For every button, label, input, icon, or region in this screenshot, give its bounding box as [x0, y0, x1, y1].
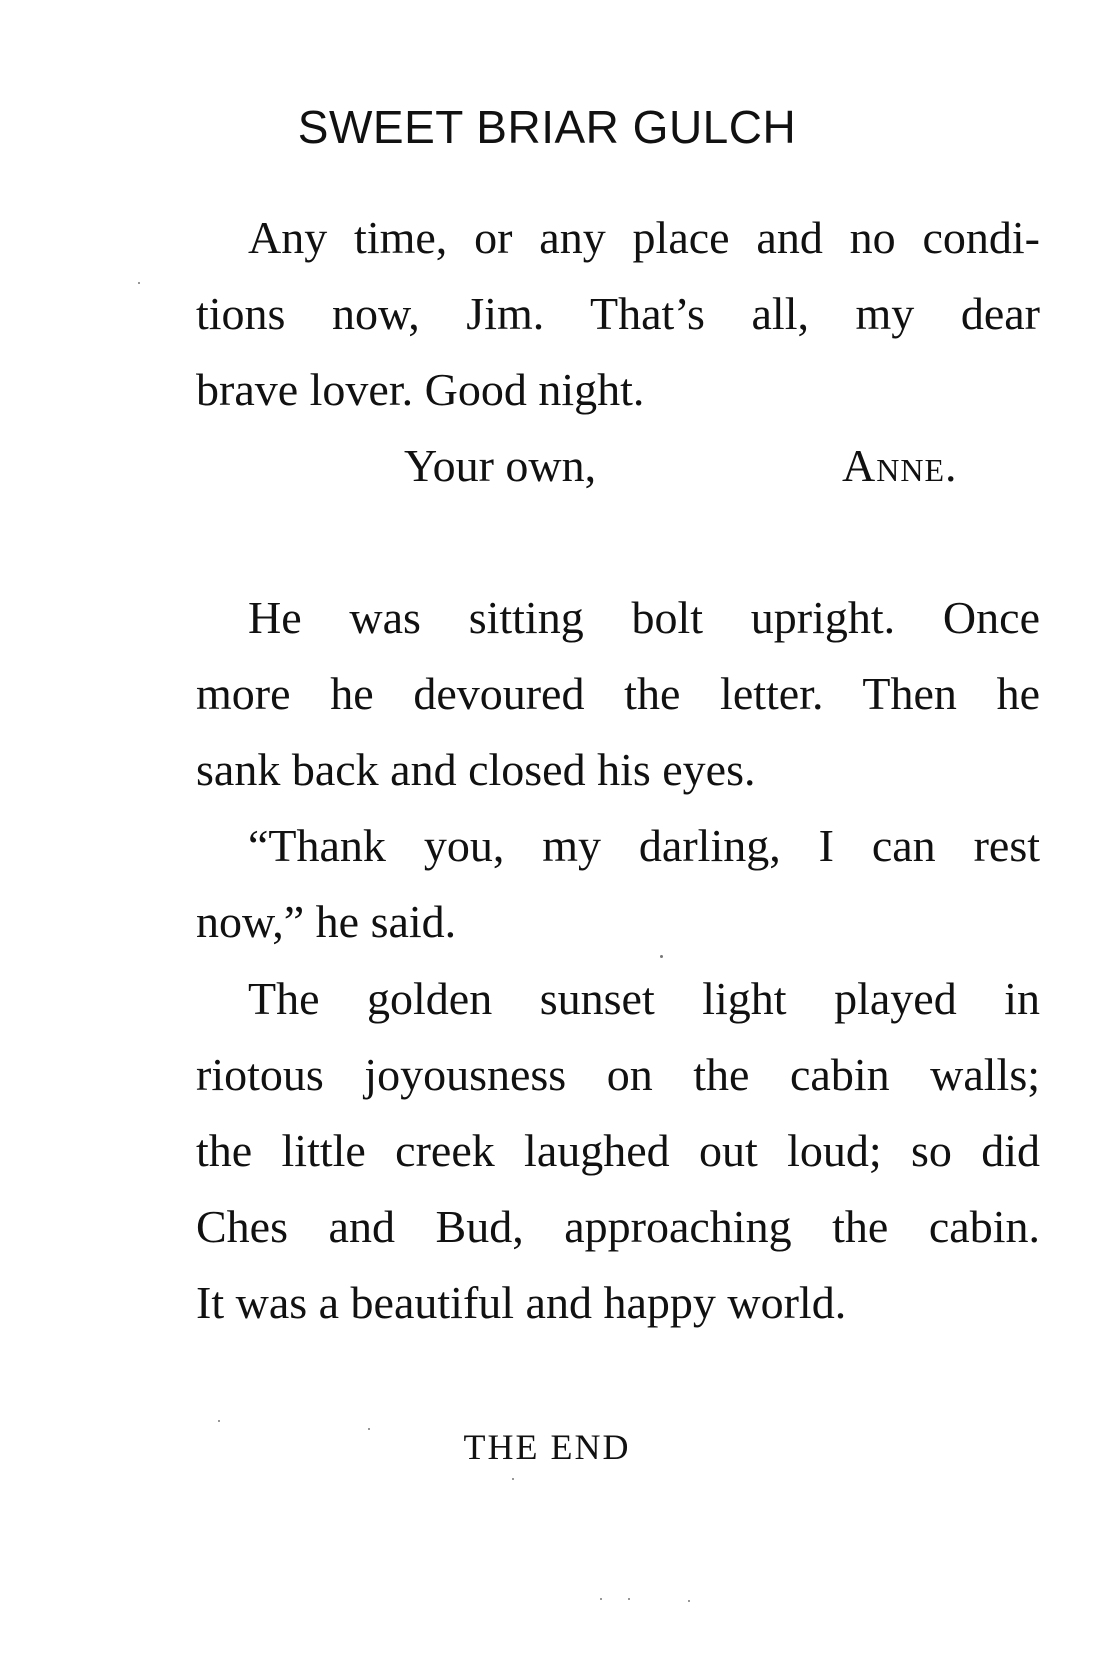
paragraph [196, 808, 1040, 960]
letter-signature [196, 428, 1040, 504]
text-line: The golden sunset light played in [248, 973, 1040, 1024]
end-mark: THE END [463, 1427, 631, 1467]
text-line: It was a beautiful and happy world. [196, 1277, 847, 1328]
print-speck [688, 1600, 690, 1602]
print-speck [660, 955, 663, 958]
text-line: now,” he said. [196, 896, 457, 947]
print-speck [600, 1598, 602, 1600]
text-line: the little creek laughed out loud; so did [196, 1125, 1040, 1176]
text-line: He was sitting bolt upright. Once [248, 592, 1040, 643]
signature-name: Anne. [842, 440, 958, 491]
text-line: Any time, or any place and no condi- [248, 212, 1040, 263]
letter-body [196, 200, 1040, 428]
text-line: “Thank you, my darling, I can rest [248, 820, 1040, 871]
print-speck [512, 1478, 514, 1480]
print-speck [368, 1428, 370, 1430]
text-line: tions now, Jim. That’s all, my dear [196, 288, 1040, 339]
letter-closing: Your own, [404, 440, 597, 491]
text-line: sank back and closed his eyes. [196, 744, 756, 795]
paragraph [196, 961, 1040, 1341]
text-line: more he devoured the letter. Then he [196, 668, 1040, 719]
text-line: brave lover. Good night. [196, 364, 645, 415]
print-speck [628, 1598, 630, 1600]
text-line: Ches and Bud, approaching the cabin. [196, 1201, 1040, 1252]
print-speck [138, 282, 140, 284]
running-head: SWEET BRIAR GULCH [297, 101, 797, 153]
text-line: riotous joyousness on the cabin walls; [196, 1049, 1040, 1100]
paragraph [196, 580, 1040, 808]
print-speck [218, 1420, 220, 1422]
